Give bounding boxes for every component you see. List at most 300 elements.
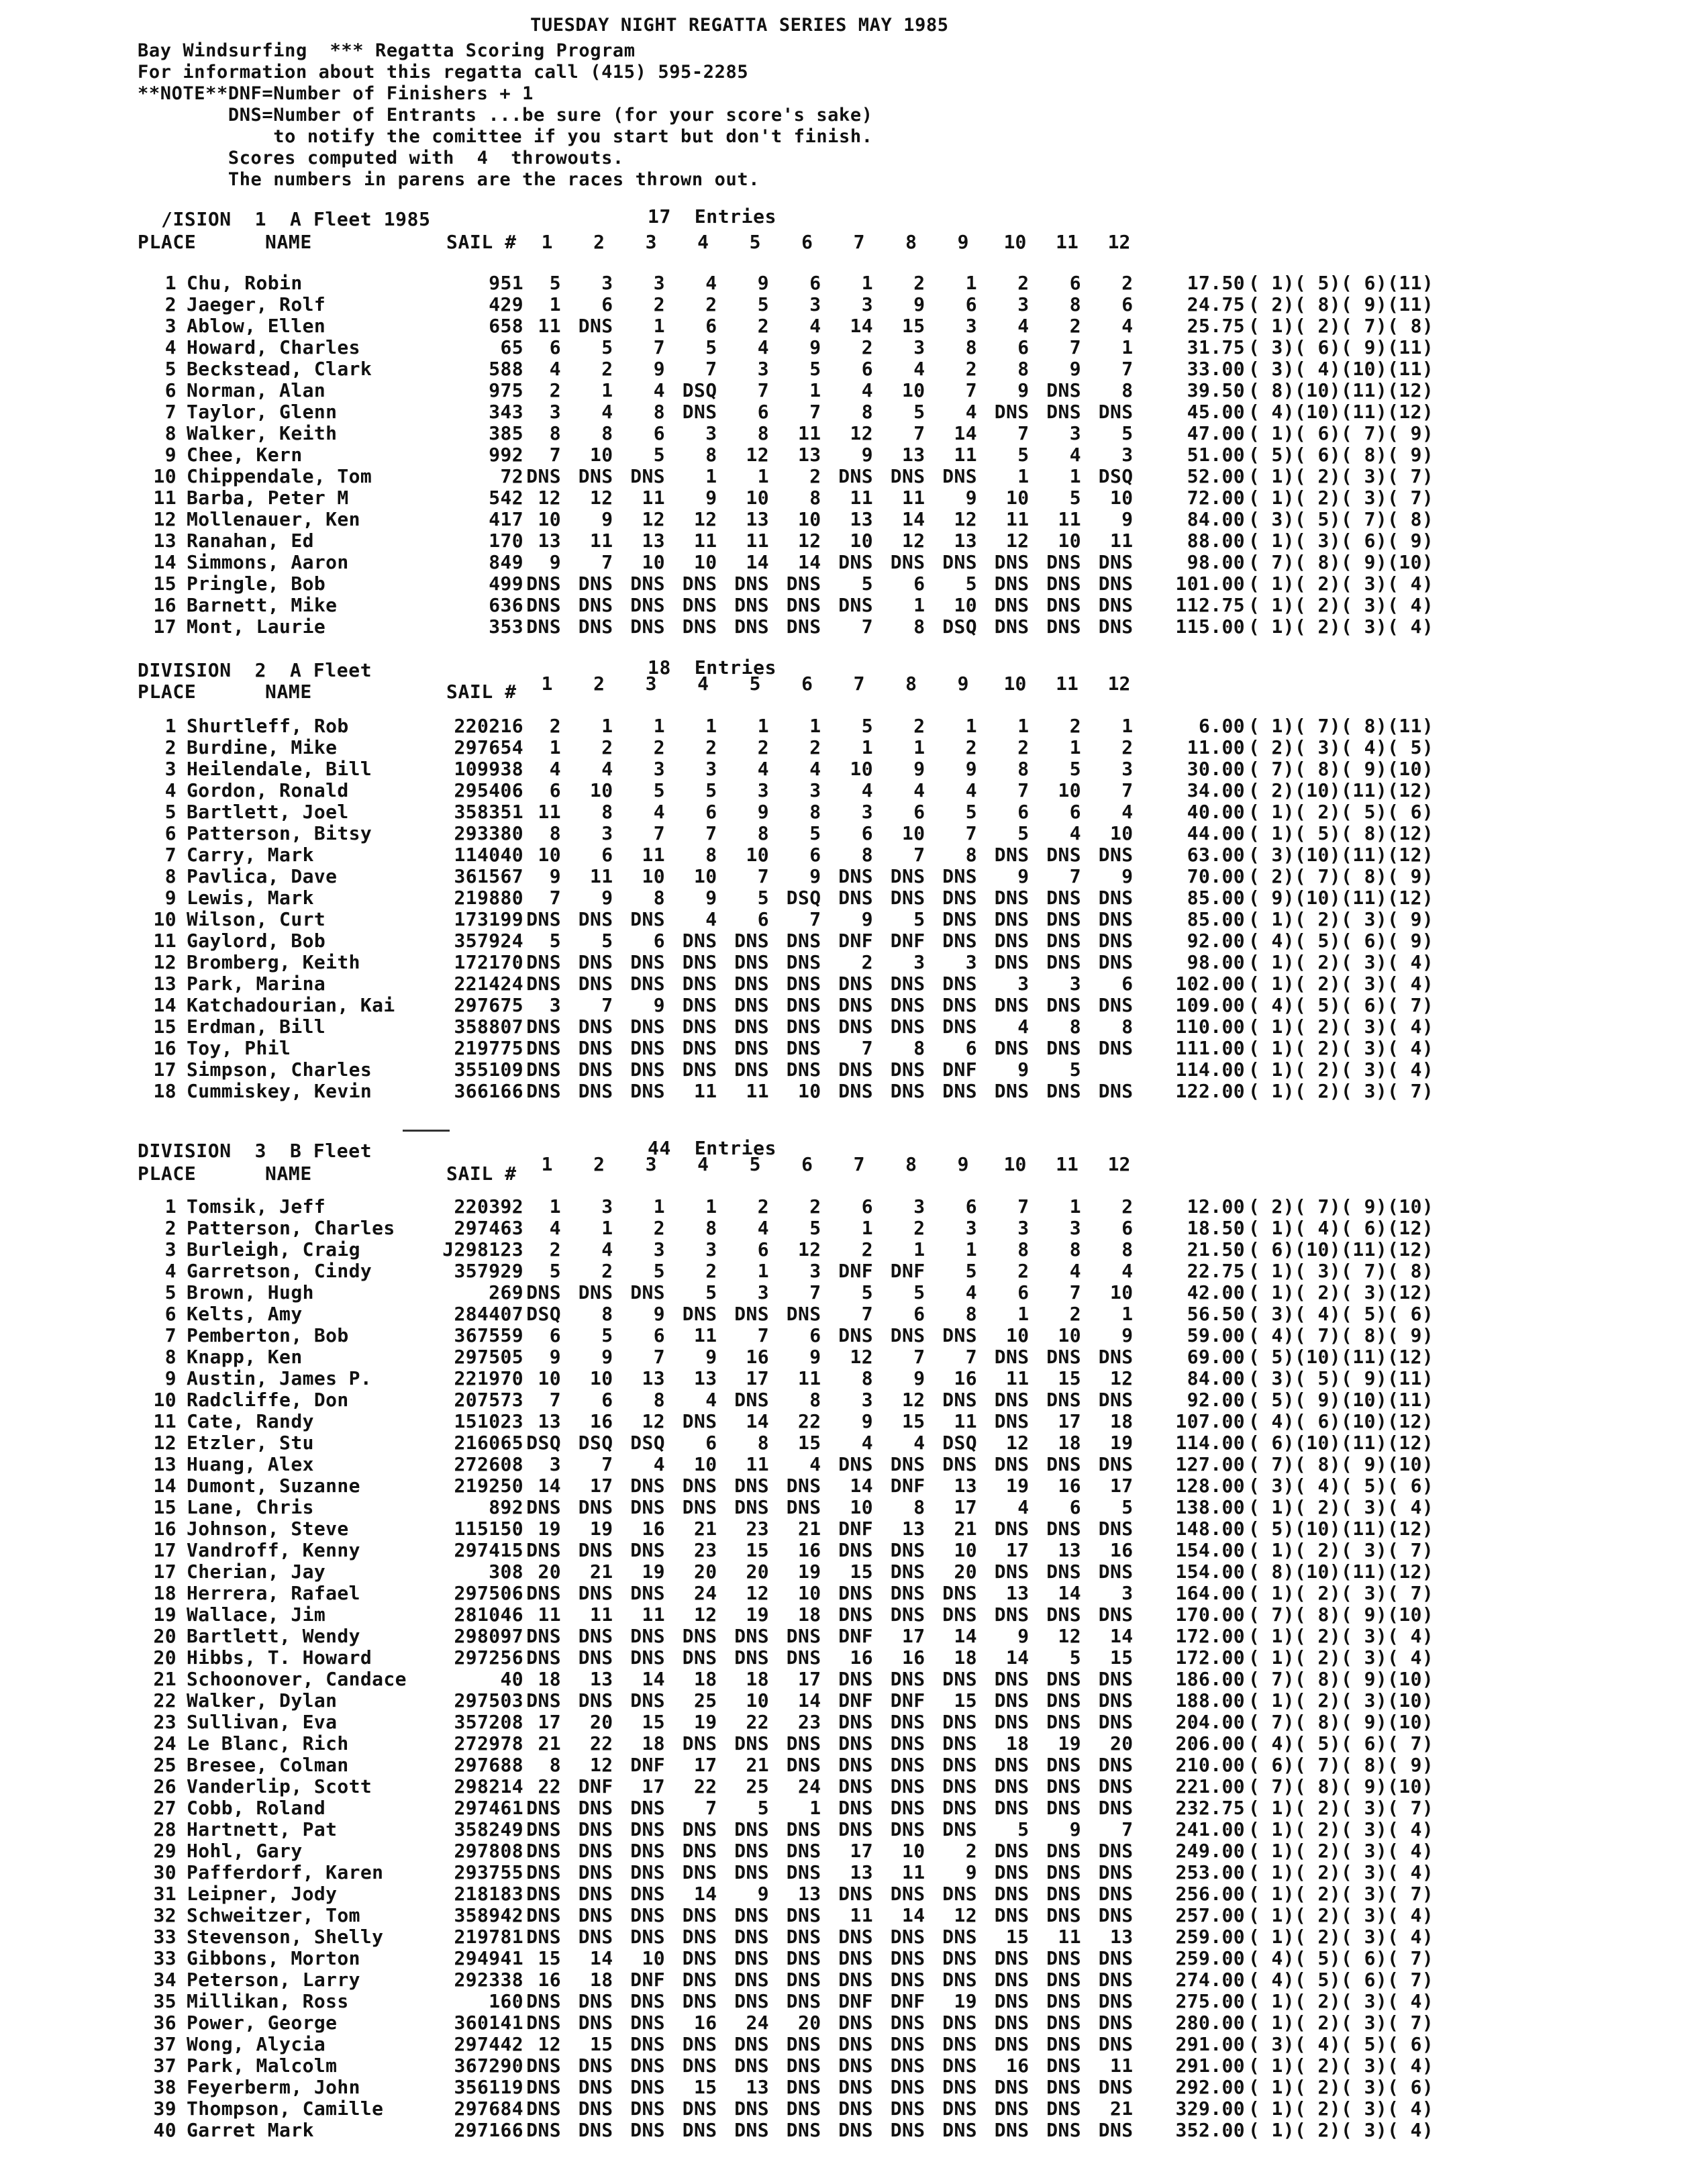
race-result-cell: 3 bbox=[1069, 1217, 1081, 1239]
race-result-cell: DNS bbox=[890, 465, 925, 487]
race-result-cell: DNS bbox=[1046, 1561, 1081, 1583]
result-row bbox=[0, 952, 1708, 973]
total-score-cell: 259.00 bbox=[1175, 1947, 1245, 1969]
place-cell: 13 bbox=[153, 973, 177, 995]
race-result-cell: DNS bbox=[526, 465, 561, 487]
sail-number-cell: 992 bbox=[489, 444, 523, 466]
race-result-cell: 18 bbox=[1058, 1432, 1081, 1454]
result-row bbox=[0, 1840, 1708, 1862]
race-result-cell: 4 bbox=[861, 1432, 873, 1454]
race-result-cell: DNF bbox=[838, 1260, 873, 1282]
race-result-cell: 10 bbox=[642, 865, 665, 887]
race-result-cell: 10 bbox=[901, 822, 925, 844]
race-result-cell: 1 bbox=[705, 465, 717, 487]
race-result-cell: 17 bbox=[1005, 1539, 1029, 1561]
race-result-cell: 10 bbox=[1109, 1281, 1134, 1303]
race-result-cell: 13 bbox=[642, 1367, 665, 1389]
result-row bbox=[0, 2012, 1708, 2034]
race-result-cell: DNS bbox=[1098, 1689, 1134, 1712]
race-result-cell: DNS bbox=[682, 1990, 717, 2012]
race-result-cell: 2 bbox=[653, 293, 665, 315]
result-row bbox=[0, 1797, 1708, 1819]
race-result-cell: 7 bbox=[1017, 422, 1029, 444]
header-line: Scores computed with 4 throwouts. bbox=[138, 148, 624, 168]
race-result-cell: 7 bbox=[653, 822, 665, 844]
race-result-cell: DNS bbox=[786, 1625, 821, 1647]
sail-number-cell: 114040 bbox=[454, 844, 523, 866]
result-row bbox=[0, 758, 1708, 780]
race-result-cell: DNS bbox=[942, 1711, 977, 1733]
race-result-cell: 9 bbox=[965, 487, 977, 509]
race-result-cell: 3 bbox=[757, 358, 769, 380]
sailor-name-cell: Bartlett, Wendy bbox=[187, 1625, 360, 1647]
total-score-cell: 352.00 bbox=[1175, 2119, 1245, 2141]
sail-number-cell: 221424 bbox=[454, 973, 523, 995]
result-row bbox=[0, 973, 1708, 995]
total-score-cell: 172.00 bbox=[1175, 1646, 1245, 1669]
race-result-cell: 4 bbox=[913, 358, 925, 380]
sailor-name-cell: Peterson, Larry bbox=[187, 1969, 360, 1991]
race-result-cell: DNS bbox=[786, 1496, 821, 1518]
result-row bbox=[0, 1261, 1708, 1282]
race-result-cell: DNS bbox=[578, 1281, 613, 1303]
thrown-races-cell: ( 1)( 2)( 3)( 7) bbox=[1248, 1797, 1434, 1819]
sailor-name-cell: Ranahan, Ed bbox=[187, 530, 314, 552]
race-result-cell: DNS bbox=[526, 1818, 561, 1840]
race-result-cell: DNF bbox=[942, 1058, 977, 1081]
race-result-cell: 19 bbox=[1109, 1432, 1134, 1454]
race-result-cell: DNS bbox=[942, 1732, 977, 1755]
race-result-cell: 5 bbox=[601, 1324, 613, 1346]
race-result-cell: DNS bbox=[1098, 1668, 1134, 1690]
race-result-cell: 2 bbox=[653, 1217, 665, 1239]
race-number-header: 7 bbox=[853, 1153, 865, 1175]
race-result-cell: DNS bbox=[1098, 1947, 1134, 1969]
sail-number-cell: 297463 bbox=[454, 1217, 523, 1239]
race-result-cell: DNS bbox=[1046, 1518, 1081, 1540]
race-result-cell: 2 bbox=[965, 358, 977, 380]
race-number-header: 11 bbox=[1056, 231, 1078, 253]
thrown-races-cell: ( 1)( 2)( 3)(10) bbox=[1248, 1689, 1434, 1712]
result-row bbox=[0, 909, 1708, 930]
race-result-cell: DNS bbox=[1046, 1904, 1081, 1926]
race-result-cell: 2 bbox=[861, 336, 873, 358]
total-score-cell: 154.00 bbox=[1175, 1539, 1245, 1561]
race-result-cell: DNS bbox=[1046, 2119, 1081, 2141]
sailor-name-cell: Patterson, Charles bbox=[187, 1217, 395, 1239]
race-result-cell: 9 bbox=[1121, 865, 1134, 887]
race-result-cell: DNS bbox=[838, 594, 873, 616]
place-cell: 19 bbox=[153, 1603, 177, 1626]
race-result-cell: 22 bbox=[693, 1775, 717, 1797]
race-result-cell: 13 bbox=[1005, 1582, 1029, 1604]
race-result-cell: 18 bbox=[589, 1969, 613, 1991]
total-score-cell: 280.00 bbox=[1175, 2012, 1245, 2034]
race-result-cell: 14 bbox=[850, 1475, 873, 1497]
race-result-cell: 3 bbox=[653, 272, 665, 294]
result-row bbox=[0, 737, 1708, 758]
place-cell: 31 bbox=[153, 1883, 177, 1905]
thrown-races-cell: ( 4)( 5)( 6)( 7) bbox=[1248, 994, 1434, 1016]
race-result-cell: 13 bbox=[954, 530, 977, 552]
race-result-cell: 6 bbox=[705, 315, 717, 337]
race-result-cell: DNS bbox=[786, 2055, 821, 2077]
race-result-cell: 7 bbox=[861, 615, 873, 638]
division-results-table bbox=[0, 1196, 1708, 2141]
place-cell: 15 bbox=[153, 1016, 177, 1038]
race-result-cell: 7 bbox=[913, 844, 925, 866]
result-row bbox=[0, 2034, 1708, 2055]
place-cell: 4 bbox=[164, 779, 177, 801]
race-result-cell: 6 bbox=[809, 272, 821, 294]
place-cell: 6 bbox=[164, 379, 177, 401]
place-column-label: PLACE bbox=[138, 681, 197, 703]
race-result-cell: 9 bbox=[1069, 358, 1081, 380]
race-result-cell: DNS bbox=[526, 1016, 561, 1038]
race-result-cell: 9 bbox=[913, 1367, 925, 1389]
race-result-cell: 8 bbox=[809, 801, 821, 823]
race-result-cell: 14 bbox=[1005, 1646, 1029, 1669]
race-result-cell: DNS bbox=[890, 1711, 925, 1733]
race-result-cell: 6 bbox=[1069, 1496, 1081, 1518]
race-result-cell: DNS bbox=[734, 1947, 769, 1969]
race-result-cell: DNS bbox=[734, 1818, 769, 1840]
result-row bbox=[0, 1883, 1708, 1905]
thrown-races-cell: ( 1)( 2)( 3)( 4) bbox=[1248, 2097, 1434, 2120]
race-result-cell: DNS bbox=[1046, 379, 1081, 401]
race-result-cell: DNS bbox=[994, 2097, 1029, 2120]
thrown-races-cell: ( 7)( 8)( 9)(10) bbox=[1248, 551, 1434, 573]
race-result-cell: DNS bbox=[526, 2076, 561, 2098]
race-result-cell: DNS bbox=[682, 2055, 717, 2077]
sail-number-cell: 219775 bbox=[454, 1037, 523, 1059]
race-result-cell: DNS bbox=[838, 551, 873, 573]
race-result-cell: DNS bbox=[942, 465, 977, 487]
thrown-races-cell: ( 1)( 2)( 3)( 7) bbox=[1248, 1080, 1434, 1102]
race-number-header: 12 bbox=[1107, 1153, 1131, 1175]
race-result-cell: 6 bbox=[653, 930, 665, 952]
race-result-cell: 14 bbox=[850, 315, 873, 337]
total-score-cell: 12.00 bbox=[1187, 1195, 1245, 1218]
sail-number-cell: 358351 bbox=[454, 801, 523, 823]
race-result-cell: DNS bbox=[838, 2076, 873, 2098]
race-result-cell: 4 bbox=[1121, 1260, 1134, 1282]
sail-column-label: SAIL # bbox=[446, 1163, 517, 1185]
race-result-cell: 13 bbox=[1109, 1926, 1134, 1948]
race-result-cell: DNS bbox=[994, 594, 1029, 616]
race-result-cell: DNS bbox=[994, 1346, 1029, 1368]
name-column-label: NAME bbox=[265, 681, 312, 703]
race-result-cell: 10 bbox=[850, 530, 873, 552]
race-result-cell: DNS bbox=[838, 1058, 873, 1081]
race-result-cell: DNS bbox=[994, 1453, 1029, 1475]
sailor-name-cell: Schweitzer, Tom bbox=[187, 1904, 360, 1926]
place-cell: 37 bbox=[153, 2033, 177, 2055]
race-result-cell: 12 bbox=[693, 508, 717, 530]
result-row bbox=[0, 1540, 1708, 1561]
race-result-cell: 13 bbox=[797, 444, 821, 466]
race-result-cell: DNS bbox=[838, 1947, 873, 1969]
race-result-cell: DNS bbox=[682, 1904, 717, 1926]
race-result-cell: DNS bbox=[630, 1625, 665, 1647]
result-row bbox=[0, 337, 1708, 358]
thrown-races-cell: ( 3)(10)(11)(12) bbox=[1248, 844, 1434, 866]
race-result-cell: DNS bbox=[630, 1926, 665, 1948]
race-result-cell: 22 bbox=[746, 1711, 769, 1733]
thrown-races-cell: ( 7)( 8)( 9)(10) bbox=[1248, 758, 1434, 780]
race-result-cell: DNS bbox=[630, 1037, 665, 1059]
total-score-cell: 138.00 bbox=[1175, 1496, 1245, 1518]
place-cell: 12 bbox=[153, 508, 177, 530]
result-row bbox=[0, 1755, 1708, 1776]
race-result-cell: 3 bbox=[861, 801, 873, 823]
sailor-name-cell: Katchadourian, Kai bbox=[187, 994, 395, 1016]
thrown-races-cell: ( 1)( 2)( 3)( 7) bbox=[1248, 1582, 1434, 1604]
race-result-cell: DNS bbox=[578, 1818, 613, 1840]
race-number-header: 2 bbox=[593, 231, 605, 253]
race-result-cell: DNS bbox=[682, 573, 717, 595]
race-result-cell: DNS bbox=[630, 615, 665, 638]
race-result-cell: DNS bbox=[838, 1732, 873, 1755]
race-result-cell: DNS bbox=[630, 2055, 665, 2077]
place-cell: 14 bbox=[153, 551, 177, 573]
race-result-cell: DNS bbox=[734, 1969, 769, 1991]
sailor-name-cell: Chippendale, Tom bbox=[187, 465, 372, 487]
race-number-header: 9 bbox=[957, 231, 969, 253]
race-result-cell: DNS bbox=[526, 1646, 561, 1669]
race-result-cell: 6 bbox=[1121, 1217, 1134, 1239]
race-result-cell: 13 bbox=[538, 530, 561, 552]
race-result-cell: DNS bbox=[890, 1324, 925, 1346]
race-result-cell: DNS bbox=[1098, 2012, 1134, 2034]
result-row bbox=[0, 380, 1708, 401]
race-result-cell: 12 bbox=[1005, 530, 1029, 552]
race-result-cell: 1 bbox=[1069, 736, 1081, 758]
race-result-cell: DNS bbox=[942, 994, 977, 1016]
race-result-cell: 7 bbox=[1017, 779, 1029, 801]
header-line: **NOTE**DNF=Number of Finishers + 1 bbox=[138, 83, 534, 104]
place-cell: 11 bbox=[153, 1410, 177, 1432]
race-result-cell: 6 bbox=[861, 358, 873, 380]
total-score-cell: 30.00 bbox=[1187, 758, 1245, 780]
race-result-cell: 23 bbox=[693, 1539, 717, 1561]
race-result-cell: DNS bbox=[786, 615, 821, 638]
race-result-cell: 4 bbox=[705, 1389, 717, 1411]
total-score-cell: 112.75 bbox=[1175, 594, 1245, 616]
race-result-cell: DNS bbox=[734, 2119, 769, 2141]
race-result-cell: DNS bbox=[890, 1058, 925, 1081]
race-result-cell: 2 bbox=[861, 1238, 873, 1261]
race-result-cell: DNS bbox=[1046, 994, 1081, 1016]
race-result-cell: DNS bbox=[994, 1561, 1029, 1583]
total-score-cell: 22.75 bbox=[1187, 1260, 1245, 1282]
race-result-cell: 7 bbox=[705, 358, 717, 380]
race-result-cell: 1 bbox=[1017, 715, 1029, 737]
race-result-cell: 1 bbox=[861, 272, 873, 294]
race-result-cell: DNS bbox=[942, 1324, 977, 1346]
race-result-cell: DNS bbox=[578, 1080, 613, 1102]
race-result-cell: DNS bbox=[630, 1080, 665, 1102]
sailor-name-cell: Wallace, Jim bbox=[187, 1603, 326, 1626]
race-result-cell: DNS bbox=[786, 2076, 821, 2098]
place-cell: 7 bbox=[164, 844, 177, 866]
total-score-cell: 39.50 bbox=[1187, 379, 1245, 401]
race-result-cell: 25 bbox=[693, 1689, 717, 1712]
race-result-cell: DNS bbox=[890, 887, 925, 909]
race-result-cell: DNS bbox=[994, 2033, 1029, 2055]
race-result-cell: 3 bbox=[1017, 293, 1029, 315]
race-result-cell: DNS bbox=[994, 908, 1029, 930]
race-result-cell: 5 bbox=[653, 779, 665, 801]
sail-number-cell: 297256 bbox=[454, 1646, 523, 1669]
total-score-cell: 102.00 bbox=[1175, 973, 1245, 995]
race-result-cell: 17 bbox=[797, 1668, 821, 1690]
thrown-races-cell: ( 8)(10)(11)(12) bbox=[1248, 1561, 1434, 1583]
race-result-cell: 3 bbox=[965, 1217, 977, 1239]
total-score-cell: 114.00 bbox=[1175, 1058, 1245, 1081]
race-result-cell: 19 bbox=[954, 1990, 977, 2012]
thrown-races-cell: ( 1)( 2)( 3)( 4) bbox=[1248, 1926, 1434, 1948]
race-result-cell: 10 bbox=[693, 1453, 717, 1475]
sail-number-cell: 358942 bbox=[454, 1904, 523, 1926]
place-cell: 37 bbox=[153, 2055, 177, 2077]
race-result-cell: 9 bbox=[757, 801, 769, 823]
race-result-cell: 24 bbox=[797, 1775, 821, 1797]
result-row bbox=[0, 1196, 1708, 1218]
race-result-cell: 1 bbox=[861, 1217, 873, 1239]
race-result-cell: DNS bbox=[734, 1016, 769, 1038]
sailor-name-cell: Lewis, Mark bbox=[187, 887, 314, 909]
race-result-cell: DNS bbox=[838, 1969, 873, 1991]
race-result-cell: 1 bbox=[549, 1195, 561, 1218]
sailor-name-cell: Burleigh, Craig bbox=[187, 1238, 360, 1261]
race-result-cell: 8 bbox=[809, 487, 821, 509]
race-result-cell: DNS bbox=[578, 1861, 613, 1883]
race-result-cell: DNS bbox=[1098, 1969, 1134, 1991]
race-result-cell: 9 bbox=[913, 758, 925, 780]
race-result-cell: DNS bbox=[1046, 1080, 1081, 1102]
race-result-cell: DNF bbox=[890, 1475, 925, 1497]
divider bbox=[403, 1130, 450, 1132]
total-score-cell: 17.50 bbox=[1187, 272, 1245, 294]
sail-number-cell: 293755 bbox=[454, 1861, 523, 1883]
race-result-cell: 21 bbox=[693, 1518, 717, 1540]
race-result-cell: 3 bbox=[549, 1453, 561, 1475]
result-row bbox=[0, 315, 1708, 337]
place-cell: 13 bbox=[153, 1453, 177, 1475]
place-cell: 7 bbox=[164, 401, 177, 423]
race-result-cell: 8 bbox=[913, 615, 925, 638]
place-cell: 1 bbox=[164, 715, 177, 737]
race-result-cell: DNS bbox=[786, 1303, 821, 1325]
result-row bbox=[0, 1712, 1708, 1733]
race-result-cell: DNS bbox=[786, 1732, 821, 1755]
race-result-cell: 15 bbox=[693, 2076, 717, 2098]
race-result-cell: DNS bbox=[526, 1539, 561, 1561]
sail-number-cell: 40 bbox=[500, 1668, 523, 1690]
result-row bbox=[0, 401, 1708, 423]
race-result-cell: 18 bbox=[1005, 1732, 1029, 1755]
place-cell: 5 bbox=[164, 801, 177, 823]
race-result-cell: DNS bbox=[1046, 951, 1081, 973]
race-result-cell: 22 bbox=[538, 1775, 561, 1797]
race-result-cell: 1 bbox=[913, 736, 925, 758]
race-result-cell: DNS bbox=[786, 973, 821, 995]
race-number-header: 2 bbox=[593, 1153, 605, 1175]
race-result-cell: DNS bbox=[1046, 594, 1081, 616]
race-result-cell: 7 bbox=[549, 887, 561, 909]
race-result-cell: 10 bbox=[746, 487, 769, 509]
race-result-cell: 2 bbox=[757, 315, 769, 337]
sail-number-cell: 216065 bbox=[454, 1432, 523, 1454]
sailor-name-cell: Brown, Hugh bbox=[187, 1281, 314, 1303]
race-result-cell: 18 bbox=[746, 1668, 769, 1690]
race-result-cell: DNS bbox=[630, 1904, 665, 1926]
race-result-cell: DNS bbox=[838, 2012, 873, 2034]
race-result-cell: DNS bbox=[1098, 551, 1134, 573]
race-result-cell: DNS bbox=[630, 1016, 665, 1038]
race-result-cell: 9 bbox=[705, 887, 717, 909]
race-result-cell: 17 bbox=[901, 1625, 925, 1647]
result-row bbox=[0, 1059, 1708, 1081]
race-result-cell: 12 bbox=[746, 444, 769, 466]
race-result-cell: 1 bbox=[601, 715, 613, 737]
race-result-cell: 7 bbox=[913, 422, 925, 444]
race-result-cell: DNF bbox=[838, 1689, 873, 1712]
thrown-races-cell: ( 4)( 7)( 8)( 9) bbox=[1248, 1324, 1434, 1346]
sailor-name-cell: Bartlett, Joel bbox=[187, 801, 349, 823]
race-result-cell: DNS bbox=[578, 1037, 613, 1059]
race-result-cell: DSQ bbox=[682, 379, 717, 401]
race-result-cell: DNF bbox=[890, 1689, 925, 1712]
race-result-cell: 2 bbox=[809, 1195, 821, 1218]
race-result-cell: DNS bbox=[786, 1646, 821, 1669]
race-result-cell: 7 bbox=[965, 1346, 977, 1368]
race-result-cell: 7 bbox=[601, 551, 613, 573]
race-result-cell: 11 bbox=[589, 865, 613, 887]
race-result-cell: 12 bbox=[589, 487, 613, 509]
name-column-label: NAME bbox=[265, 231, 312, 253]
race-result-cell: DNS bbox=[578, 1797, 613, 1819]
thrown-races-cell: ( 1)( 7)( 8)(11) bbox=[1248, 715, 1434, 737]
place-cell: 8 bbox=[164, 422, 177, 444]
race-result-cell: 9 bbox=[549, 551, 561, 573]
race-result-cell: 3 bbox=[705, 1238, 717, 1261]
sailor-name-cell: Hibbs, T. Howard bbox=[187, 1646, 372, 1669]
race-result-cell: 4 bbox=[1069, 444, 1081, 466]
race-result-cell: DSQ bbox=[578, 1432, 613, 1454]
race-result-cell: 1 bbox=[705, 1195, 717, 1218]
sail-number-cell: 220392 bbox=[454, 1195, 523, 1218]
race-result-cell: 7 bbox=[1121, 358, 1134, 380]
place-cell: 36 bbox=[153, 2012, 177, 2034]
race-result-cell: DNF bbox=[838, 930, 873, 952]
race-result-cell: 1 bbox=[809, 715, 821, 737]
race-result-cell: 6 bbox=[861, 822, 873, 844]
place-cell: 33 bbox=[153, 1926, 177, 1948]
race-result-cell: DNS bbox=[890, 1453, 925, 1475]
thrown-races-cell: ( 6)(10)(11)(12) bbox=[1248, 1238, 1434, 1261]
race-result-cell: 5 bbox=[601, 336, 613, 358]
race-result-cell: 15 bbox=[850, 1561, 873, 1583]
place-cell: 17 bbox=[153, 615, 177, 638]
sailor-name-cell: Chee, Kern bbox=[187, 444, 303, 466]
thrown-races-cell: ( 2)(10)(11)(12) bbox=[1248, 779, 1434, 801]
race-result-cell: 11 bbox=[954, 1410, 977, 1432]
thrown-races-cell: ( 3)( 5)( 9)(11) bbox=[1248, 1367, 1434, 1389]
race-result-cell: 6 bbox=[705, 801, 717, 823]
race-result-cell: DSQ bbox=[942, 1432, 977, 1454]
